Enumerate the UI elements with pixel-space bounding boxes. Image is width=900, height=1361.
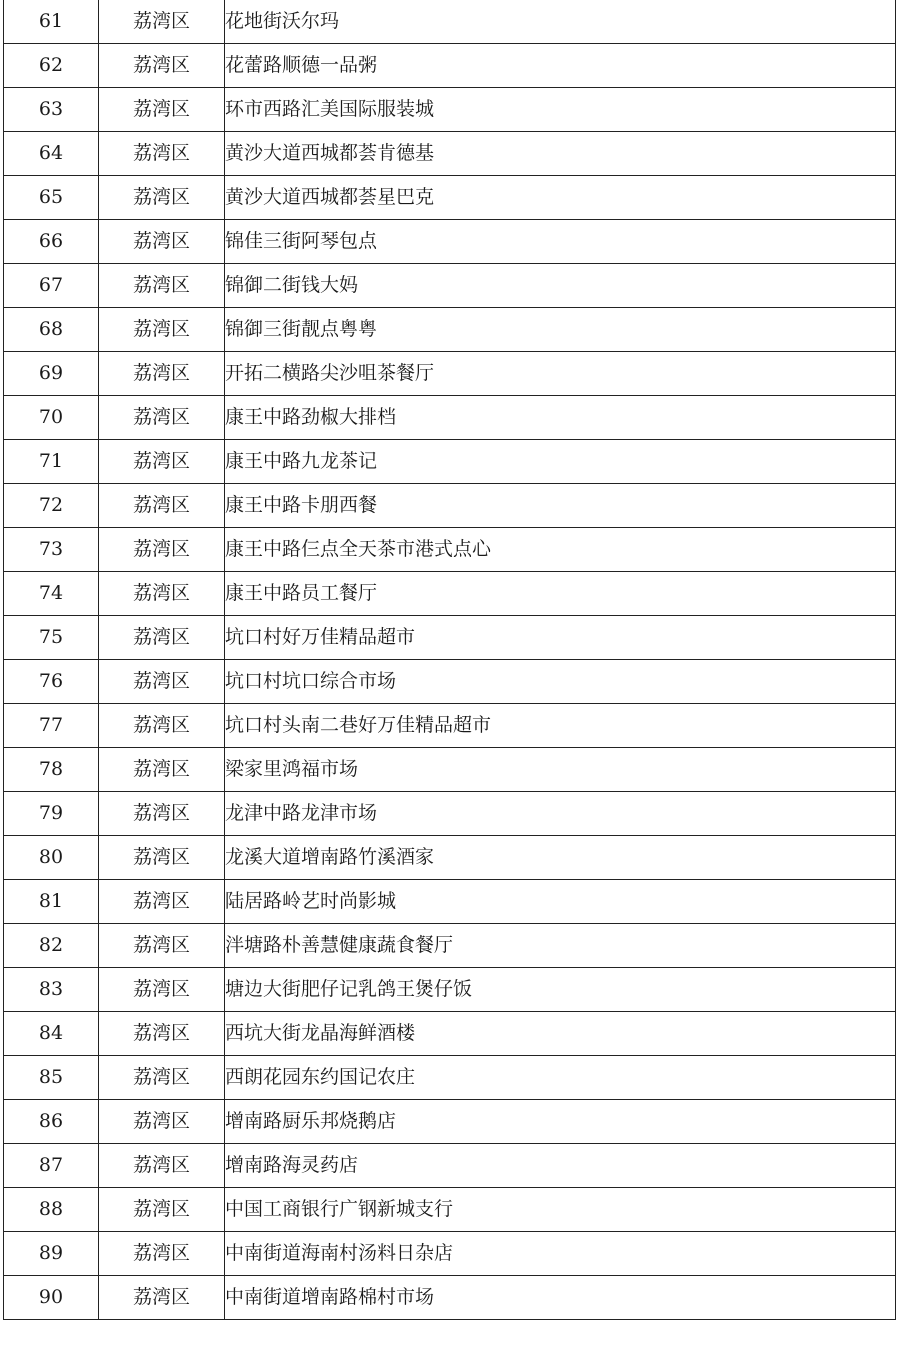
location-name-cell: 康王中路员工餐厅 <box>225 572 896 616</box>
location-name-cell: 环市西路汇美国际服装城 <box>225 88 896 132</box>
district-cell: 荔湾区 <box>99 968 225 1012</box>
district-cell: 荔湾区 <box>99 880 225 924</box>
district-cell: 荔湾区 <box>99 0 225 44</box>
location-name-cell: 陆居路岭艺时尚影城 <box>225 880 896 924</box>
row-number: 61 <box>4 0 99 44</box>
district-cell: 荔湾区 <box>99 44 225 88</box>
row-number: 83 <box>4 968 99 1012</box>
table-row <box>4 836 896 880</box>
row-number: 67 <box>4 264 99 308</box>
row-number: 90 <box>4 1276 99 1320</box>
location-name-cell: 开拓二横路尖沙咀茶餐厅 <box>225 352 896 396</box>
location-name-cell: 西坑大街龙晶海鲜酒楼 <box>225 1012 896 1056</box>
district-cell: 荔湾区 <box>99 1056 225 1100</box>
row-number: 72 <box>4 484 99 528</box>
location-name-cell: 中国工商银行广钢新城支行 <box>225 1188 896 1232</box>
district-cell: 荔湾区 <box>99 1144 225 1188</box>
district-cell: 荔湾区 <box>99 1188 225 1232</box>
row-number: 70 <box>4 396 99 440</box>
district-cell: 荔湾区 <box>99 660 225 704</box>
table-row <box>4 1232 896 1276</box>
district-cell: 荔湾区 <box>99 1012 225 1056</box>
district-cell: 荔湾区 <box>99 484 225 528</box>
district-cell: 荔湾区 <box>99 440 225 484</box>
row-number: 62 <box>4 44 99 88</box>
table-row <box>4 924 896 968</box>
location-name-cell: 增南路厨乐邦烧鹅店 <box>225 1100 896 1144</box>
district-cell: 荔湾区 <box>99 924 225 968</box>
location-name-cell: 龙溪大道增南路竹溪酒家 <box>225 836 896 880</box>
table-row <box>4 220 896 264</box>
location-name-cell: 塘边大街肥仔记乳鸽王煲仔饭 <box>225 968 896 1012</box>
row-number: 88 <box>4 1188 99 1232</box>
table-row <box>4 1144 896 1188</box>
table-row <box>4 1100 896 1144</box>
table-row <box>4 352 896 396</box>
district-cell: 荔湾区 <box>99 1232 225 1276</box>
table-row <box>4 0 896 44</box>
table-row <box>4 660 896 704</box>
row-number: 69 <box>4 352 99 396</box>
district-cell: 荔湾区 <box>99 748 225 792</box>
table-row <box>4 528 896 572</box>
location-name-cell: 梁家里鸿福市场 <box>225 748 896 792</box>
table-row <box>4 176 896 220</box>
table-row <box>4 88 896 132</box>
table-body <box>4 0 896 1320</box>
table-row <box>4 616 896 660</box>
location-name-cell: 黄沙大道西城都荟星巴克 <box>225 176 896 220</box>
table-row <box>4 792 896 836</box>
district-cell: 荔湾区 <box>99 352 225 396</box>
district-cell: 荔湾区 <box>99 308 225 352</box>
table-row <box>4 1056 896 1100</box>
location-name-cell: 西朗花园东约国记农庄 <box>225 1056 896 1100</box>
location-name-cell: 康王中路劲椒大排档 <box>225 396 896 440</box>
row-number: 80 <box>4 836 99 880</box>
row-number: 78 <box>4 748 99 792</box>
row-number: 87 <box>4 1144 99 1188</box>
row-number: 68 <box>4 308 99 352</box>
table-row <box>4 132 896 176</box>
row-number: 75 <box>4 616 99 660</box>
district-cell: 荔湾区 <box>99 704 225 748</box>
location-name-cell: 坑口村头南二巷好万佳精品超市 <box>225 704 896 748</box>
district-cell: 荔湾区 <box>99 264 225 308</box>
district-cell: 荔湾区 <box>99 220 225 264</box>
location-name-cell: 康王中路卡朋西餐 <box>225 484 896 528</box>
table-row <box>4 704 896 748</box>
location-name-cell: 增南路海灵药店 <box>225 1144 896 1188</box>
location-name-cell: 康王中路九龙茶记 <box>225 440 896 484</box>
location-name-cell: 锦御二街钱大妈 <box>225 264 896 308</box>
row-number: 74 <box>4 572 99 616</box>
row-number: 82 <box>4 924 99 968</box>
row-number: 85 <box>4 1056 99 1100</box>
table-row <box>4 308 896 352</box>
location-name-cell: 锦佳三街阿琴包点 <box>225 220 896 264</box>
district-cell: 荔湾区 <box>99 1100 225 1144</box>
location-name-cell: 花蕾路顺德一品粥 <box>225 44 896 88</box>
table-row <box>4 748 896 792</box>
row-number: 66 <box>4 220 99 264</box>
district-cell: 荔湾区 <box>99 528 225 572</box>
table-row <box>4 264 896 308</box>
district-cell: 荔湾区 <box>99 88 225 132</box>
location-name-cell: 龙津中路龙津市场 <box>225 792 896 836</box>
row-number: 84 <box>4 1012 99 1056</box>
row-number: 64 <box>4 132 99 176</box>
district-cell: 荔湾区 <box>99 792 225 836</box>
district-cell: 荔湾区 <box>99 836 225 880</box>
row-number: 81 <box>4 880 99 924</box>
row-number: 71 <box>4 440 99 484</box>
location-name-cell: 花地街沃尔玛 <box>225 0 896 44</box>
table-row <box>4 1276 896 1320</box>
row-number: 73 <box>4 528 99 572</box>
location-name-cell: 康王中路仨点全天茶市港式点心 <box>225 528 896 572</box>
table-row <box>4 880 896 924</box>
row-number: 77 <box>4 704 99 748</box>
row-number: 65 <box>4 176 99 220</box>
row-number: 63 <box>4 88 99 132</box>
table-row <box>4 572 896 616</box>
locations-table <box>3 0 896 1320</box>
location-name-cell: 坑口村坑口综合市场 <box>225 660 896 704</box>
row-number: 76 <box>4 660 99 704</box>
table-row <box>4 44 896 88</box>
district-cell: 荔湾区 <box>99 572 225 616</box>
district-cell: 荔湾区 <box>99 616 225 660</box>
row-number: 86 <box>4 1100 99 1144</box>
row-number: 89 <box>4 1232 99 1276</box>
location-name-cell: 泮塘路朴善慧健康蔬食餐厅 <box>225 924 896 968</box>
location-name-cell: 锦御三街靓点粤粤 <box>225 308 896 352</box>
location-name-cell: 黄沙大道西城都荟肯德基 <box>225 132 896 176</box>
table-row <box>4 396 896 440</box>
table-row <box>4 484 896 528</box>
location-name-cell: 坑口村好万佳精品超市 <box>225 616 896 660</box>
location-name-cell: 中南街道增南路棉村市场 <box>225 1276 896 1320</box>
location-name-cell: 中南街道海南村汤料日杂店 <box>225 1232 896 1276</box>
row-number: 79 <box>4 792 99 836</box>
district-cell: 荔湾区 <box>99 132 225 176</box>
district-cell: 荔湾区 <box>99 1276 225 1320</box>
table-row <box>4 1012 896 1056</box>
table-row <box>4 968 896 1012</box>
table-row <box>4 1188 896 1232</box>
district-cell: 荔湾区 <box>99 176 225 220</box>
table-row <box>4 440 896 484</box>
district-cell: 荔湾区 <box>99 396 225 440</box>
